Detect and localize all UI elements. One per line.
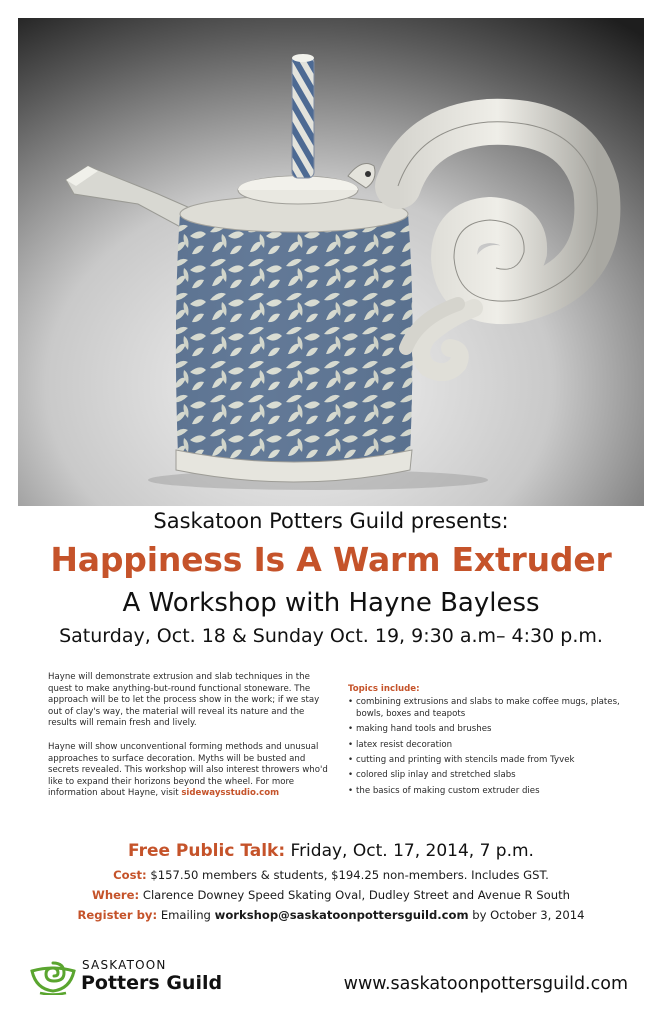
location-label: Where: (92, 888, 140, 902)
guild-logo (30, 953, 230, 999)
location-value: Clarence Downey Speed Skating Oval, Dudley Street and Avenue R South (142, 888, 570, 902)
location-line (0, 888, 662, 902)
topics-column (348, 684, 623, 801)
public-talk-label: Free Public Talk: (128, 841, 286, 861)
cost-value: $157.50 members & students, $194.25 non-members. Includes GST. (150, 868, 549, 882)
description-paragraph-2-text: Hayne will show unconventional forming methods and unusual approaches to surface decoration. Myths will be busted and secrets revealed. This workshop will also interest throwers who'd like to expand their horizons beyond the wheel. For more information about Hayne, visit (48, 741, 328, 799)
workshop-title: Happiness Is A Warm Extruder (50, 540, 612, 579)
register-label: Register by: (77, 908, 158, 922)
register-email-link[interactable]: workshop@saskatoonpottersguild.com (214, 908, 469, 922)
topic-item: • the basics of making custom extruder dies (348, 786, 623, 797)
presents-line: Saskatoon Potters Guild presents: (153, 509, 509, 533)
description-paragraph-2 (48, 742, 333, 800)
logo-text-bottom: Potters Guild (81, 972, 223, 994)
topic-item: • colored slip inlay and stretched slabs (348, 770, 623, 781)
topics-list (348, 697, 623, 797)
studio-website-link[interactable]: sidewaysstudio.com (181, 788, 280, 799)
description-paragraph-1: Hayne will demonstrate extrusion and slab techniques in the quest to make anything-but-round functional stoneware. The approach will be to let the process show in the work; if we stay out of clay's way, the material will reveal its nature and the results will remain fresh and lively. (48, 672, 320, 729)
bowl-swirl-icon (30, 955, 76, 995)
cost-label: Cost: (113, 868, 147, 882)
public-talk (0, 841, 662, 861)
register-suffix: by October 3, 2014 (472, 908, 585, 922)
public-talk-value: Friday, Oct. 17, 2014, 7 p.m. (290, 841, 534, 861)
guild-website-link[interactable]: www.saskatoonpottersguild.com (343, 974, 628, 994)
workshop-subtitle: A Workshop with Hayne Bayless (122, 588, 540, 618)
logo-text-top: SASKATOON (82, 958, 167, 972)
teapot-illustration (18, 18, 644, 506)
description-column (48, 672, 333, 812)
topic-item: • combining extrusions and slabs to make coffee mugs, plates, bowls, boxes and teapots (348, 697, 623, 720)
topic-item: • latex resist decoration (348, 740, 623, 751)
cost-line (0, 868, 662, 882)
topic-item: • cutting and printing with stencils made from Tyvek (348, 755, 623, 766)
teapot-photo (18, 18, 644, 506)
register-line (0, 908, 662, 922)
register-prefix: Emailing (160, 908, 211, 922)
workshop-dates: Saturday, Oct. 18 & Sunday Oct. 19, 9:30 a.m– 4:30 p.m. (59, 625, 603, 647)
topic-item: • making hand tools and brushes (348, 724, 623, 735)
topics-title: Topics include: (348, 684, 420, 694)
